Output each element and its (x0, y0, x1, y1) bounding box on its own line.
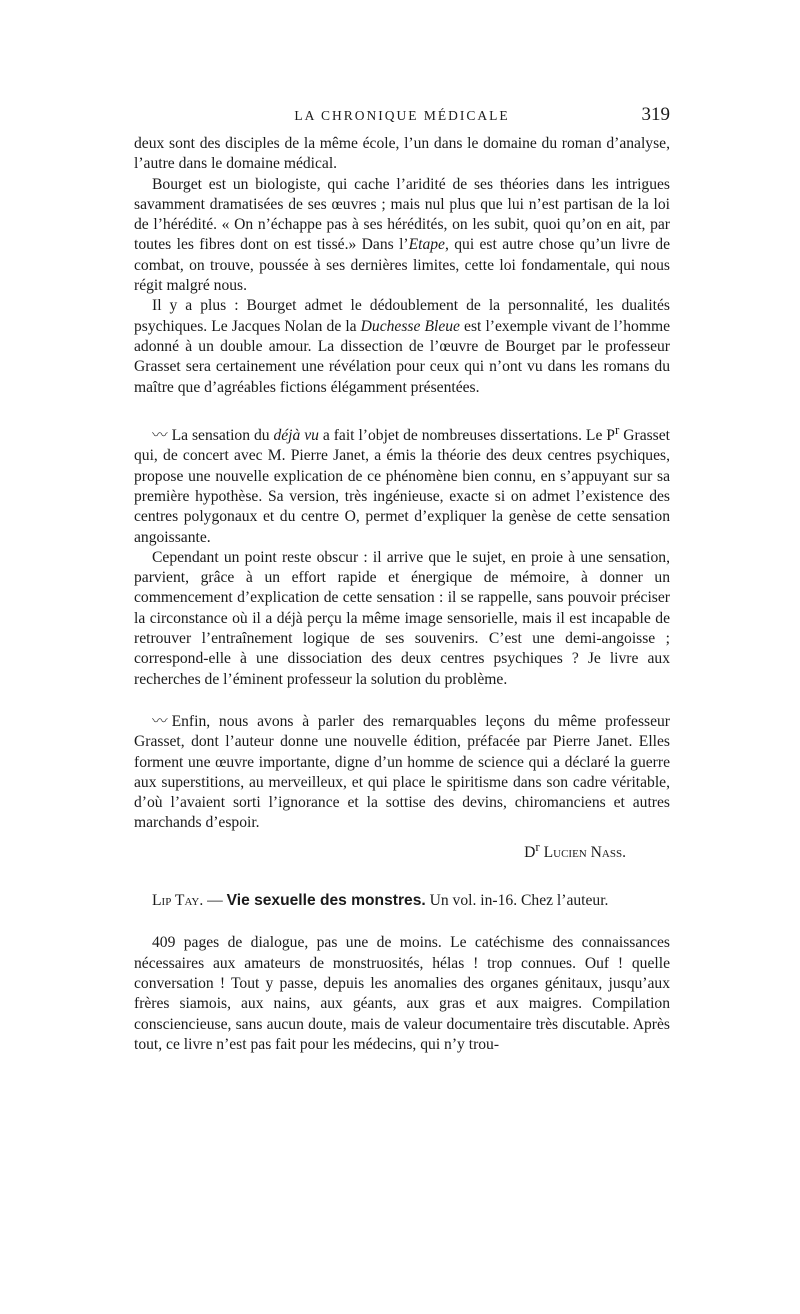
author-signature (134, 837, 626, 863)
wave-ornament-icon: 〰 (152, 427, 168, 445)
superscript: r (614, 421, 620, 437)
text: a fait l’objet de nombreuses dissertations. Le P (318, 427, 615, 445)
signature-prefix: D (524, 843, 536, 861)
article-body (134, 134, 670, 1055)
book-title-etape: Etape (408, 236, 445, 254)
text: Bourget est un biologiste, qui cache l’aridité de ses théories dans les intrigues savamment dramatisées de ses œuvres ; mais nul plus que lui n’est partisan de la loi de l’hérédité. « On n’échappe pas à ses hérédités, on les subit, quoi qu’on en ait, par toutes les fibres dont on est tissé.» Dans l’ (134, 175, 670, 254)
paragraph-deja-vu (134, 420, 670, 548)
text: Il y a plus : Bourget admet le dédoublement de la personnalité, les dualités psychiques. Le Jacques Nolan de la (134, 297, 670, 335)
paragraph-review-body: 409 pages de dialogue, pas une de moins. Le catéchisme des connaissances nécessaires aux amateurs de monstruosités, hélas ! trop connues. Ouf ! quelle conversation ! Tout y passe, depuis les anomalies des organes génitaux, jusqu’aux frères siamois, aux nains, aux géants, aux gras et aux maigres. Compilation consciencieuse, sans aucun doute, mais de valeur documentaire très discutable. Après tout, ce livre n’est pas fait pour les médecins, qui n’y trou- (134, 934, 670, 1053)
text: est l’exemple vivant de l’homme adonné à un double amour. La dissection de l’œuvre de Bourget par le professeur Grasset sera certainement une révélation pour ceux qui n’ont vu dans les romans du maître que d’agréables fictions élégamment présentées. (134, 317, 671, 396)
paragraph-dedoublement (134, 296, 670, 397)
review-title: Vie sexuelle des monstres. (226, 892, 426, 910)
book-title-duchesse-bleue: Duchesse Bleue (360, 317, 460, 335)
paragraph-bourget-biologist (134, 175, 670, 297)
page-number: 319 (641, 104, 670, 125)
text: Grasset qui, de concert avec M. Pierre Janet, a émis la théorie des deux centres psychiques, propose une nouvelle explication de ce phénomène bien connu, en s’appuyant sur sa première hypothèse. Sa version, très ingénieuse, exacte si on admet l’existence des centres polygonaux et du centre O, permet d’expliquer la genèse de cette sensation angoissante. (134, 427, 671, 546)
paragraph-lecons (134, 712, 670, 834)
text: La sensation du (171, 427, 274, 445)
wave-ornament-icon: 〰 (152, 712, 168, 730)
text: , qui est autre chose qu’un livre de combat, on trouve, poussée à ses dernières limites, cette loi fondamentale, qui nous régit malgré nous. (134, 236, 670, 295)
term-deja-vu: déjà vu (273, 427, 319, 445)
text: Enfin, nous avons à parler des remarquables leçons du même professeur Grasset, dont l’auteur donne une nouvelle édition, préfacée par Pierre Janet. Elles forment une œuvre importante, digne d’un homme de science qui a déclaré la guerre aux superstitions, au merveilleux, et qui place le spiritisme dans son cadre véritable, d’où l’avaient sorti l’ignorance et la sottise des devins, chiromanciens et autres marchands d’espoir. (134, 712, 670, 832)
running-title: LA CHRONIQUE MÉDICALE (294, 108, 510, 123)
paragraph-point-obscur: Cependant un point reste obscur : il arrive que le sujet, en proie à une sensation, parvient, grâce à un effort rapide et énergique de mémoire, à donner un commencement d’explication de cette sensation : il se rappelle, sans pouvoir préciser la circonstance où il a déjà perçu la même image sensorielle, mais il est incapable de retrouver l’entraînement logique de ses souvenirs. C’est une demi-angoisse ; correspond-elle à une dissociation des deux centres psychiques ? Je livre aux recherches de l’éminent professeur la solution du problème. (134, 548, 670, 688)
review-author: Lip Tay. (152, 892, 204, 910)
signature-name: Lucien Nass. (539, 843, 626, 861)
paragraph-intro: deux sont des disciples de la même école, l’un dans le domaine du roman d’analyse, l’autre dans le domaine médical. (134, 135, 670, 173)
signature-superscript: r (535, 838, 540, 854)
page-header (134, 104, 670, 132)
review-details: Un vol. in-16. Chez l’auteur. (425, 892, 609, 910)
book-review-heading (134, 891, 670, 911)
review-dash: — (203, 892, 227, 910)
